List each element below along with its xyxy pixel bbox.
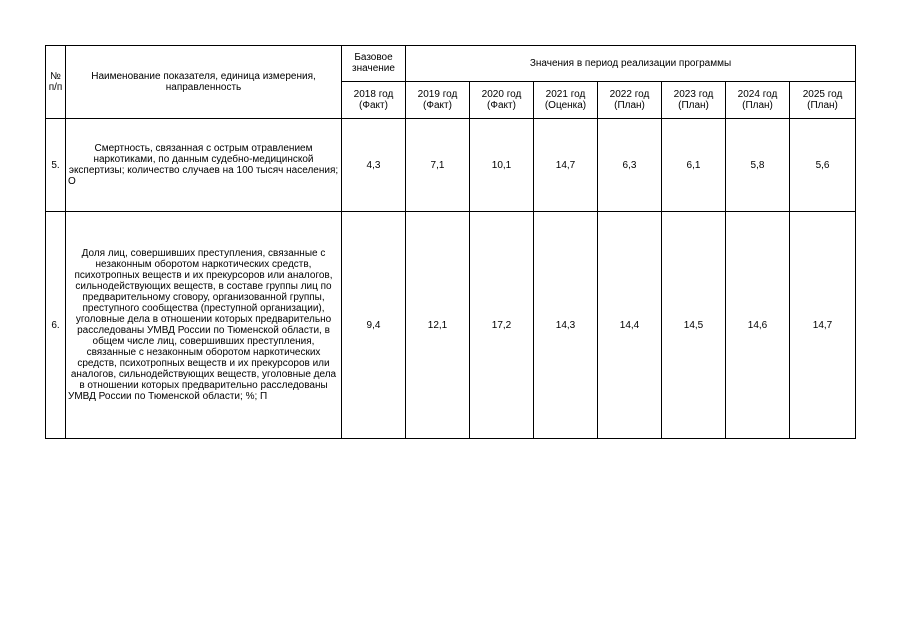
header-period: Значения в период реализации программы (529, 57, 732, 69)
year-cell-2022 (598, 81, 662, 118)
year-label: 2021 год (545, 88, 586, 100)
year-note: (Факт) (359, 99, 388, 111)
value-cell: 14,6 (726, 212, 790, 439)
year-note: (План) (807, 99, 838, 111)
year-note: (План) (742, 99, 773, 111)
row-number: 6. (46, 212, 66, 439)
value-cell: 6,3 (598, 119, 662, 212)
header-name-cell (66, 46, 342, 119)
header-base: Базовое значение (352, 52, 395, 75)
year-cell-2020 (470, 81, 534, 118)
year-cell-2021 (534, 81, 598, 118)
indicator-name: Смертность, связанная с острым отравлением наркотиками, по данным судебно-медицинской экспертизы; количество случаев на 100 тысяч населения; О (66, 119, 342, 212)
year-note: (План) (614, 99, 645, 111)
value-cell: 14,7 (534, 119, 598, 212)
indicators-table (45, 45, 856, 439)
value-cell: 17,2 (470, 212, 534, 439)
year-cell-2025 (790, 81, 856, 118)
value-cell: 14,5 (662, 212, 726, 439)
row-number: 5. (46, 119, 66, 212)
indicator-name: Доля лиц, совершивших преступления, связанные с незаконным оборотом наркотических средств, психотропных веществ и их прекурсоров или аналогов, сильнодействующих веществ, в составе группы лиц по предварительному сговору, организованной группы, преступного сообщества (преступной организации), уголовные дела в отношении которых предварительно расследованы УМВД России по Тюменской области, в общем числе лиц, совершивших преступления, связанные с незаконным оборотом наркотических средств, психотропных веществ и их прекурсоров или аналогов, сильнодействующих веществ, уголовные дела в отношении которых предварительно расследованы УМВД России по Тюменской области; %; П (66, 212, 342, 439)
year-note: (Факт) (423, 99, 452, 111)
year-label: 2018 год (353, 88, 394, 100)
year-label: 2020 год (481, 88, 522, 100)
header-base-cell (342, 46, 406, 82)
value-cell: 10,1 (470, 119, 534, 212)
value-cell: 14,3 (534, 212, 598, 439)
year-cell-2023 (662, 81, 726, 118)
year-label: 2024 год (737, 88, 778, 100)
value-cell: 14,7 (790, 212, 856, 439)
year-label: 2022 год (609, 88, 650, 100)
value-cell: 6,1 (662, 119, 726, 212)
header-period-cell (406, 46, 856, 82)
table-row (46, 119, 856, 212)
year-label: 2019 год (417, 88, 458, 100)
year-note: (План) (678, 99, 709, 111)
value-cell: 5,6 (790, 119, 856, 212)
year-cell-2024 (726, 81, 790, 118)
header-name: Наименование показателя, единица измерения, направленность (91, 71, 316, 93)
year-note: (Оценка) (544, 99, 587, 111)
header-num: № п/п (48, 71, 63, 93)
year-cell-2018 (342, 81, 406, 118)
year-cell-2019 (406, 81, 470, 118)
value-cell: 14,4 (598, 212, 662, 439)
value-cell: 12,1 (406, 212, 470, 439)
year-note: (Факт) (487, 99, 516, 111)
year-label: 2025 год (802, 88, 843, 100)
year-label: 2023 год (673, 88, 714, 100)
header-num-cell (46, 46, 66, 119)
table-row (46, 212, 856, 439)
value-cell: 5,8 (726, 119, 790, 212)
value-cell: 9,4 (342, 212, 406, 439)
value-cell: 4,3 (342, 119, 406, 212)
value-cell: 7,1 (406, 119, 470, 212)
